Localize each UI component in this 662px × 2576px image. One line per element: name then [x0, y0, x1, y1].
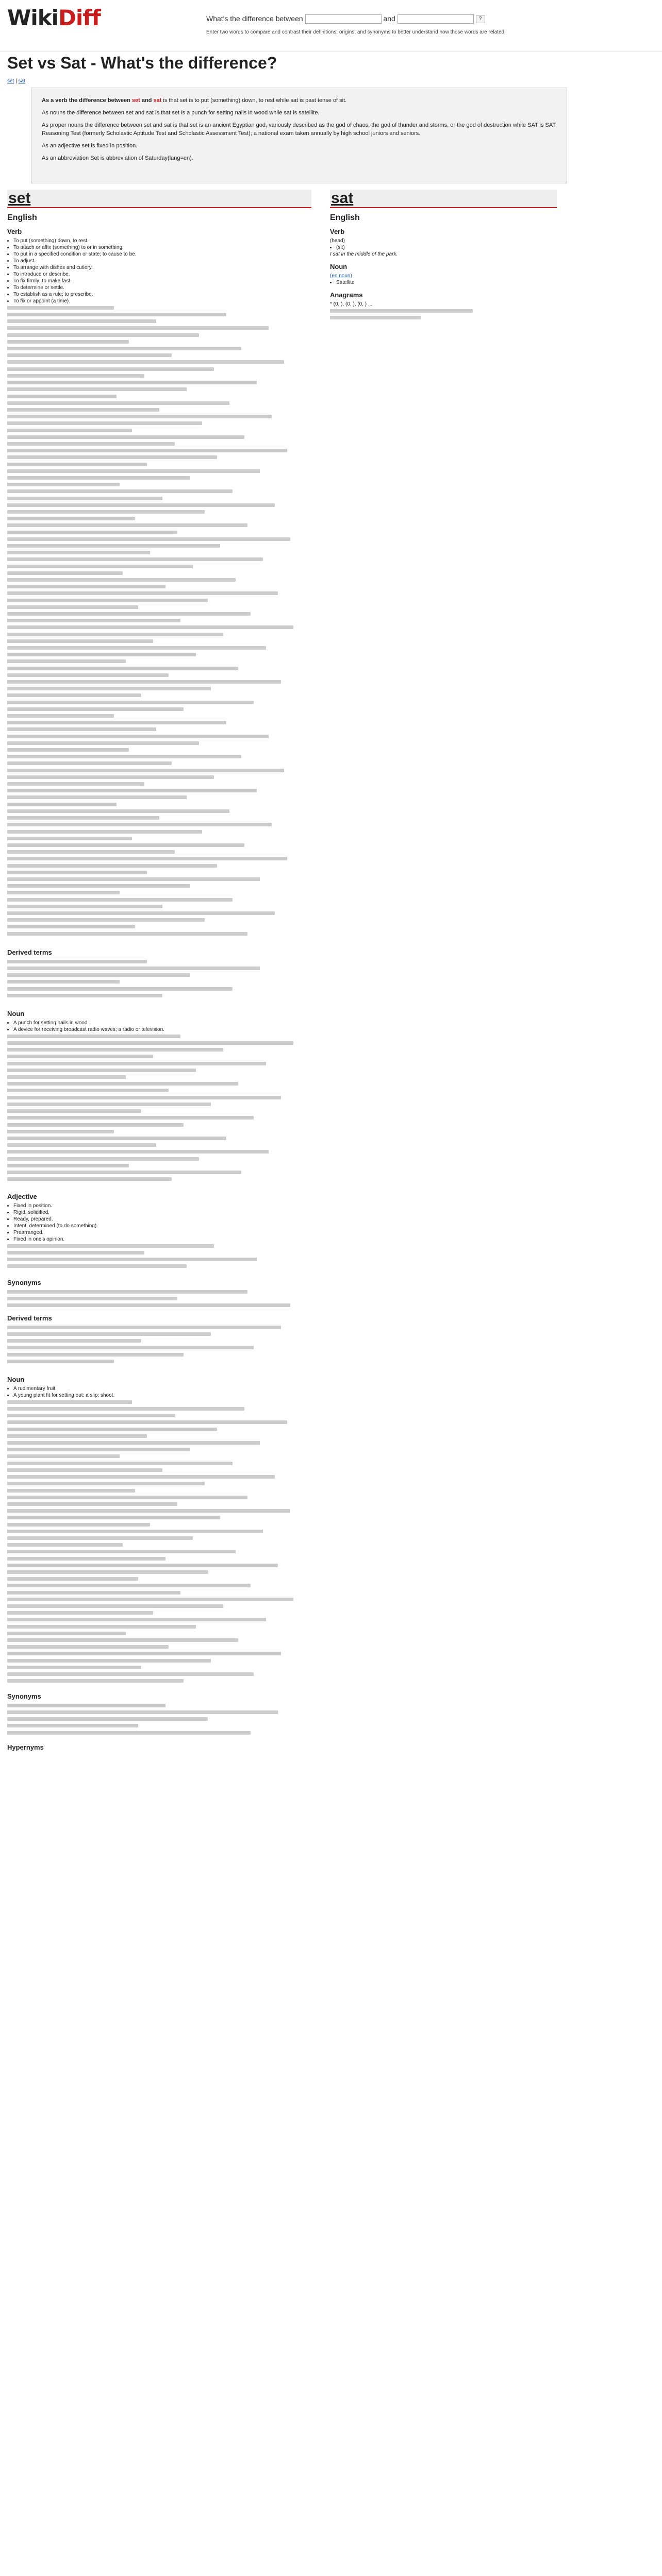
text-line	[7, 733, 311, 740]
page-title: Set vs Sat - What's the difference?	[7, 54, 277, 72]
text-line	[7, 1657, 311, 1664]
text-line	[7, 876, 311, 883]
text-line	[7, 692, 311, 699]
text-line	[7, 726, 311, 733]
text-line	[7, 318, 311, 325]
text-line	[7, 1446, 311, 1453]
definition-item: • To fix or appoint (a time).	[13, 298, 311, 304]
text-line	[7, 529, 311, 536]
text-line	[7, 958, 311, 965]
text-line	[7, 332, 311, 338]
tagline: Enter two words to compare and contrast their definitions, origins, and synonyms to better understand how those words are related.	[206, 29, 506, 35]
text-line	[7, 1637, 311, 1643]
anagrams-links	[330, 308, 557, 323]
set-adjective-heading: Adjective	[7, 1193, 37, 1200]
text-line	[7, 1419, 311, 1426]
text-line	[7, 631, 311, 638]
text-line	[7, 889, 311, 896]
text-line	[7, 386, 311, 393]
text-line	[7, 1399, 311, 1405]
text-line	[7, 1723, 311, 1730]
text-line	[7, 420, 311, 427]
text-line	[330, 308, 557, 314]
definition-item: • Prearranged.	[13, 1229, 311, 1236]
text-line	[7, 1677, 311, 1684]
text-line	[7, 1040, 311, 1046]
text-line	[7, 1589, 311, 1596]
noun-definitions-body	[7, 1033, 311, 1188]
text-line	[7, 1528, 311, 1535]
text-line	[7, 556, 311, 563]
set-noun2-heading: Noun	[7, 1376, 25, 1383]
text-line	[7, 1169, 311, 1176]
text-line	[7, 1074, 311, 1080]
set-noun-heading: Noun	[7, 1010, 25, 1018]
set-column	[7, 190, 311, 1753]
definition-item: • A young plant fit for setting out; a slip; shoot.	[13, 1392, 311, 1399]
text-line	[7, 413, 311, 420]
text-line	[7, 1548, 311, 1555]
word-link-sat[interactable]: sat	[18, 78, 25, 84]
summary-adjective: As an adjective set is fixed in position.	[42, 143, 138, 149]
text-line	[7, 617, 311, 624]
text-line	[7, 1569, 311, 1575]
text-line	[7, 400, 311, 406]
definition-item: • Satellite	[336, 279, 557, 286]
set-derived-terms2-heading: Derived terms	[7, 1314, 52, 1322]
text-line	[7, 1473, 311, 1480]
text-line	[7, 1302, 311, 1309]
text-line	[7, 1128, 311, 1135]
site-header	[0, 0, 662, 52]
text-line	[7, 1664, 311, 1671]
text-line	[7, 447, 311, 454]
sat-anagrams: * (0, ), (0, ), (0, ) ...	[330, 301, 373, 307]
text-line	[7, 787, 311, 794]
text-line	[7, 1702, 311, 1709]
definition-item: • To attach or affix (something) to or in something.	[13, 244, 311, 251]
text-line	[7, 815, 311, 821]
compare-and-label: and	[383, 14, 395, 23]
text-line	[7, 1439, 311, 1446]
text-line	[7, 590, 311, 597]
text-line	[7, 1256, 311, 1263]
text-line	[7, 359, 311, 366]
text-line	[7, 1108, 311, 1114]
noun2-definitions-body	[7, 1399, 311, 1687]
text-line	[7, 406, 311, 413]
sat-language: English	[330, 213, 360, 222]
text-line	[7, 1562, 311, 1569]
text-line	[7, 965, 311, 972]
text-line	[7, 1521, 311, 1528]
text-line	[330, 314, 557, 321]
text-line	[7, 488, 311, 495]
text-line	[7, 808, 311, 815]
text-line	[7, 611, 311, 617]
text-line	[7, 461, 311, 468]
text-line	[7, 747, 311, 753]
sat-verb-heading: Verb	[330, 228, 345, 235]
text-line	[7, 1337, 311, 1344]
text-line	[7, 379, 311, 386]
set-heading: set	[7, 190, 311, 208]
text-line	[7, 1603, 311, 1609]
text-line	[7, 1405, 311, 1412]
text-line	[7, 577, 311, 583]
text-line	[7, 1575, 311, 1582]
text-line	[7, 1094, 311, 1101]
text-line	[7, 366, 311, 372]
verb-definitions-body	[7, 304, 311, 943]
text-line	[7, 1331, 311, 1337]
text-line	[7, 1046, 311, 1053]
text-line	[7, 658, 311, 665]
derived-terms2-body	[7, 1324, 311, 1370]
text-line	[7, 1507, 311, 1514]
text-line	[7, 1541, 311, 1548]
definition-item: • (sit)	[336, 244, 557, 251]
text-line	[7, 794, 311, 801]
text-line	[7, 1467, 311, 1473]
text-line	[7, 713, 311, 719]
text-line	[7, 699, 311, 706]
text-line	[7, 1709, 311, 1716]
text-line	[7, 972, 311, 978]
text-line	[7, 781, 311, 787]
text-line	[7, 1617, 311, 1623]
text-line	[7, 1135, 311, 1142]
text-line	[7, 427, 311, 434]
text-line	[7, 502, 311, 509]
text-line	[7, 1582, 311, 1589]
text-line	[7, 1716, 311, 1722]
set-noun-list	[7, 1020, 311, 1033]
text-line	[7, 1433, 311, 1439]
summary-verb: As a verb the difference between set and sat is that set is to put (something) down, to rest while sat is past tense of sit.	[42, 97, 347, 104]
difference-summary	[31, 88, 567, 183]
text-line	[7, 515, 311, 522]
text-line	[7, 543, 311, 549]
summary-noun: As nouns the difference between set and sat is that set is a punch for setting nails in wood while sat is satellite.	[42, 110, 320, 116]
text-line	[7, 1243, 311, 1249]
definition-item: • To determine or settle.	[13, 284, 311, 291]
definition-item: • A punch for setting nails in wood.	[13, 1020, 311, 1026]
text-line	[7, 842, 311, 849]
sat-noun-heading: Noun	[330, 263, 347, 270]
text-line	[7, 393, 311, 400]
text-line	[7, 828, 311, 835]
text-line	[7, 1412, 311, 1419]
text-line	[7, 345, 311, 352]
derived-terms-body	[7, 958, 311, 1005]
text-line	[7, 1054, 311, 1060]
text-line	[7, 549, 311, 556]
text-line	[7, 1609, 311, 1616]
definition-item: • To establish as a rule; to prescribe.	[13, 291, 311, 298]
text-line	[7, 910, 311, 917]
text-line	[7, 801, 311, 808]
text-line	[7, 1060, 311, 1067]
text-line	[7, 1162, 311, 1169]
set-verb-list	[7, 238, 311, 304]
sat-column	[330, 190, 557, 323]
definition-item: • To put (something) down, to rest.	[13, 238, 311, 244]
text-line	[7, 454, 311, 461]
text-line	[7, 1324, 311, 1331]
text-line	[7, 883, 311, 889]
text-line	[7, 1345, 311, 1351]
text-line	[7, 849, 311, 855]
text-line	[7, 1122, 311, 1128]
compare-form	[206, 14, 485, 24]
text-line	[7, 1487, 311, 1494]
text-line	[7, 1176, 311, 1182]
definition-item: • Ready, prepared.	[13, 1216, 311, 1223]
text-line	[7, 767, 311, 774]
text-line	[7, 1067, 311, 1074]
text-line	[7, 509, 311, 515]
text-line	[7, 645, 311, 651]
adjective-definitions-body	[7, 1243, 311, 1274]
text-line	[7, 821, 311, 828]
definition-item: • Fixed in one's opinion.	[13, 1236, 311, 1243]
text-line	[7, 1630, 311, 1637]
set-noun2-list	[7, 1385, 311, 1399]
summary-abbreviation: As an abbreviation Set is abbreviation of Saturday(lang=en).	[42, 155, 193, 161]
site-logo[interactable]	[7, 5, 101, 30]
text-line	[7, 495, 311, 502]
text-line	[7, 563, 311, 570]
text-line	[7, 1555, 311, 1562]
set-verb-heading: Verb	[7, 228, 22, 235]
text-line	[7, 1643, 311, 1650]
text-line	[7, 1535, 311, 1541]
text-line	[7, 474, 311, 481]
en-noun-link[interactable]: (en noun)	[330, 273, 352, 279]
compare-word1-input[interactable]	[305, 14, 382, 24]
text-line	[7, 706, 311, 713]
text-line	[7, 679, 311, 685]
text-line	[7, 570, 311, 577]
text-line	[7, 651, 311, 658]
word-link-separator: |	[14, 78, 19, 84]
text-line	[7, 979, 311, 986]
text-line	[7, 352, 311, 359]
sat-verb-example: I sat in the middle of the park.	[330, 251, 398, 257]
sat-verb-list	[330, 244, 557, 251]
text-line	[7, 1249, 311, 1256]
set-language: English	[7, 213, 37, 222]
text-line	[7, 1501, 311, 1507]
compare-word2-input[interactable]	[398, 14, 474, 24]
text-line	[7, 1623, 311, 1630]
text-line	[7, 1453, 311, 1460]
text-line	[7, 1460, 311, 1467]
text-line	[7, 1033, 311, 1040]
definition-item: • Intent, determined (to do something).	[13, 1223, 311, 1229]
text-line	[7, 740, 311, 747]
definition-item: • Fixed in position.	[13, 1202, 311, 1209]
text-line	[7, 1101, 311, 1108]
text-line	[7, 917, 311, 923]
text-line	[7, 1671, 311, 1677]
definition-item: • To put in a specified condition or state; to cause to be.	[13, 251, 311, 258]
text-line	[7, 862, 311, 869]
logo-wiki-text: Wiki	[7, 5, 59, 30]
text-line	[7, 597, 311, 604]
set-hypernyms-heading: Hypernyms	[7, 1743, 44, 1751]
sat-anagrams-heading: Anagrams	[330, 291, 363, 299]
text-line	[7, 1514, 311, 1521]
synonyms-body	[7, 1289, 311, 1309]
set-derived-terms-heading: Derived terms	[7, 948, 52, 956]
text-line	[7, 338, 311, 345]
sat-noun-list	[330, 279, 557, 286]
word-link-set[interactable]: set	[7, 78, 14, 84]
text-line	[7, 774, 311, 781]
text-line	[7, 986, 311, 992]
text-line	[7, 604, 311, 611]
set-synonyms-heading: Synonyms	[7, 1279, 41, 1286]
text-line	[7, 992, 311, 999]
definition-item: • To introduce or describe.	[13, 271, 311, 278]
compare-prompt: What's the difference between	[206, 14, 303, 23]
text-line	[7, 685, 311, 692]
compare-submit-button[interactable]: ?	[476, 15, 485, 23]
text-line	[7, 1295, 311, 1302]
text-line	[7, 665, 311, 672]
definition-item: • To fix firmly; to make fast.	[13, 278, 311, 284]
text-line	[7, 372, 311, 379]
text-line	[7, 624, 311, 631]
text-line	[7, 1351, 311, 1358]
text-line	[7, 869, 311, 876]
text-line	[7, 923, 311, 930]
definition-item: • To arrange with dishes and cutlery.	[13, 264, 311, 271]
text-line	[7, 896, 311, 903]
text-line	[7, 481, 311, 488]
text-line	[7, 536, 311, 543]
word-links	[7, 78, 25, 84]
text-line	[7, 1088, 311, 1094]
text-line	[7, 1426, 311, 1433]
text-line	[7, 760, 311, 767]
set-synonyms2-heading: Synonyms	[7, 1692, 41, 1700]
definition-item: • Rigid, solidified.	[13, 1209, 311, 1216]
definition-item: • A device for receiving broadcast radio waves; a radio or television.	[13, 1026, 311, 1033]
text-line	[7, 1596, 311, 1603]
text-line	[7, 583, 311, 590]
text-line	[7, 440, 311, 447]
summary-proper-noun: As proper nouns the difference between set and sat is that set is an ancient Egyptian god, variously described as the god of chaos, the god of thunder and storms, or the god of destruction while SAT is SAT Reasoning Test (formerly Scholastic Aptitude Test and Scholastic Assessment Test); a national exam taken annually by high school juniors and seniors.	[42, 122, 556, 137]
definition-item: • A rudimentary fruit.	[13, 1385, 311, 1392]
sat-heading: sat	[330, 190, 557, 208]
text-line	[7, 1142, 311, 1148]
logo-diff-text: Diff	[58, 5, 101, 30]
text-line	[7, 835, 311, 842]
text-line	[7, 1730, 311, 1736]
text-line	[7, 522, 311, 529]
text-line	[7, 1358, 311, 1365]
text-line	[7, 434, 311, 440]
text-line	[7, 325, 311, 332]
text-line	[7, 1289, 311, 1295]
set-adjective-list	[7, 1202, 311, 1243]
text-line	[7, 1480, 311, 1487]
text-line	[7, 1494, 311, 1501]
definition-item: • To adjust.	[13, 258, 311, 264]
text-line	[7, 1148, 311, 1155]
text-line	[7, 468, 311, 474]
text-line	[7, 304, 311, 311]
text-line	[7, 1651, 311, 1657]
text-line	[7, 311, 311, 318]
synonyms2-body	[7, 1702, 311, 1738]
text-line	[7, 638, 311, 645]
sat-noun-template	[330, 273, 557, 279]
text-line	[7, 855, 311, 862]
text-line	[7, 903, 311, 910]
text-line	[7, 719, 311, 726]
text-line	[7, 1156, 311, 1162]
sat-verb-head: (head)	[330, 238, 345, 244]
text-line	[7, 1080, 311, 1087]
text-line	[7, 753, 311, 760]
text-line	[7, 930, 311, 937]
text-line	[7, 1263, 311, 1270]
text-line	[7, 672, 311, 679]
text-line	[7, 1114, 311, 1121]
